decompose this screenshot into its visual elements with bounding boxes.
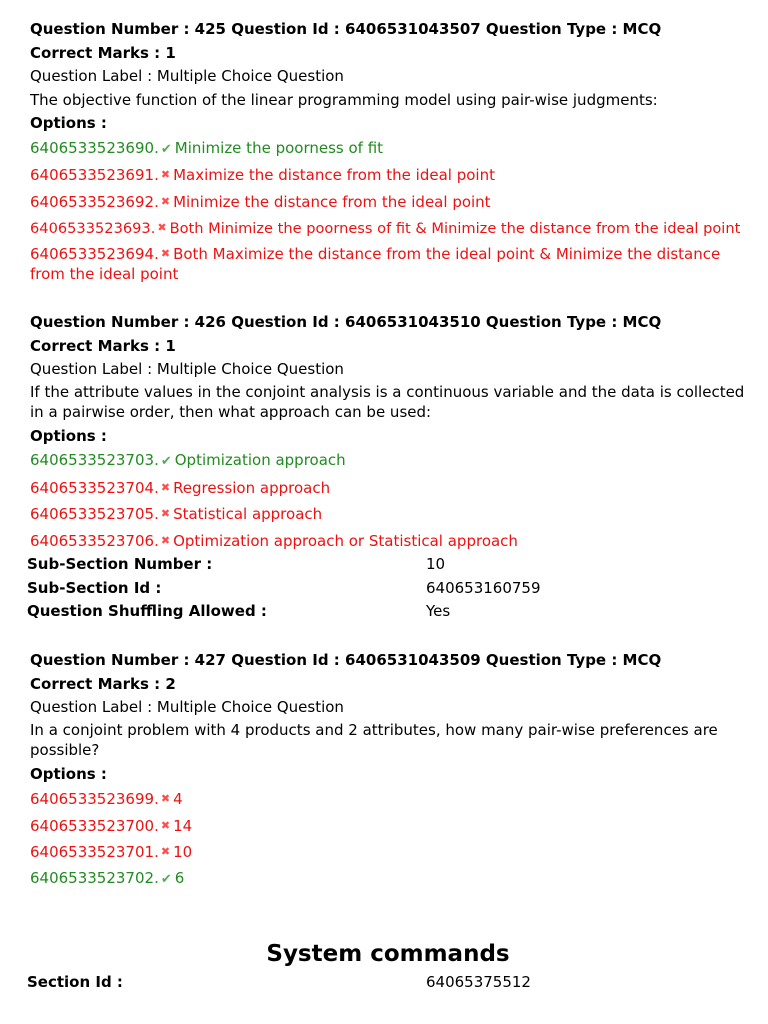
option-id: 6406533523706. [30, 531, 159, 550]
option-text: Regression approach [173, 478, 331, 497]
options-title: Options : [30, 764, 107, 783]
option-id: 6406533523704. [30, 478, 159, 497]
option-wrong [30, 475, 748, 502]
option-text: Optimization approach [174, 451, 346, 469]
field-value: Yes [426, 602, 451, 620]
option-wrong [30, 813, 748, 840]
subsection-id-row [27, 577, 747, 601]
check-icon: ✔ [160, 871, 172, 887]
correct-marks: Correct Marks : 1 [30, 43, 176, 62]
option-wrong [30, 215, 748, 242]
cross-icon: ✖ [160, 533, 171, 547]
option-correct [30, 866, 748, 893]
option-wrong [30, 162, 748, 189]
question-text: In a conjoint problem with 4 products and 2 attributes, how many pair-wise preferences are possible? [30, 720, 718, 759]
option-text: 6 [174, 868, 185, 887]
field-label: Sub-Section Number : [27, 555, 213, 573]
subsection-info [27, 553, 747, 624]
field-value: 640653160759 [426, 578, 541, 597]
section-info [27, 971, 747, 995]
section-id-row [27, 971, 747, 995]
option-wrong [30, 786, 748, 813]
question-header: Question Number : 426 Question Id : 6406531043510 Question Type : MCQ [30, 313, 662, 331]
option-text: Minimize the distance from the ideal point [173, 192, 491, 211]
question-label: Question Label : Multiple Choice Question [30, 67, 344, 85]
option-wrong [30, 839, 748, 866]
field-label: Sub-Section Id : [27, 578, 162, 597]
options-title: Options : [30, 426, 107, 445]
question-header: Question Number : 427 Question Id : 6406531043509 Question Type : MCQ [30, 651, 662, 669]
options-title: Options : [30, 114, 107, 132]
option-id: 6406533523694. [30, 244, 159, 263]
option-id: 6406533523705. [30, 505, 159, 523]
option-id: 6406533523700. [30, 816, 159, 835]
option-text: Both Maximize the distance from the ideal point & Minimize the distance from the ideal point [30, 244, 721, 283]
question-text: The objective function of the linear programming model using pair-wise judgments: [30, 90, 658, 109]
option-correct [30, 136, 748, 163]
cross-icon: ✖ [160, 792, 171, 805]
option-id: 6406533523702. [30, 868, 159, 887]
question-block-425 [30, 18, 748, 288]
option-id: 6406533523690. [30, 138, 159, 157]
option-correct [30, 448, 748, 475]
cross-icon: ✖ [160, 246, 171, 260]
option-text: Statistical approach [173, 505, 323, 523]
field-label: Question Shuffling Allowed : [27, 602, 267, 620]
cross-icon: ✖ [160, 194, 171, 208]
cross-icon: ✖ [160, 168, 171, 181]
cross-icon: ✖ [160, 845, 171, 858]
option-text: Optimization approach or Statistical approach [173, 531, 518, 550]
question-text: If the attribute values in the conjoint analysis is a continuous variable and the data is collected in a pairwise order, then what approach can be used: [30, 382, 745, 421]
option-wrong [30, 189, 748, 216]
option-id: 6406533523693. [30, 220, 156, 237]
correct-marks: Correct Marks : 2 [30, 674, 176, 693]
option-text: Minimize the poorness of fit [174, 138, 384, 157]
option-text: Maximize the distance from the ideal point [173, 166, 495, 184]
cross-icon: ✖ [157, 221, 167, 234]
option-id: 6406533523699. [30, 790, 159, 808]
option-text: 14 [173, 816, 193, 835]
field-value: 10 [426, 555, 446, 573]
option-wrong [30, 501, 748, 528]
option-text: Both Minimize the poorness of fit & Minimize the distance from the ideal point [169, 220, 741, 237]
question-block-427 [30, 649, 748, 892]
cross-icon: ✖ [160, 818, 171, 832]
question-label: Question Label : Multiple Choice Question [30, 360, 344, 378]
field-label: Section Id : [27, 973, 123, 991]
option-id: 6406533523701. [30, 843, 159, 861]
correct-marks: Correct Marks : 1 [30, 336, 176, 355]
question-shuffling-row [27, 600, 747, 624]
question-header: Question Number : 425 Question Id : 6406531043507 Question Type : MCQ [30, 20, 662, 38]
question-label: Question Label : Multiple Choice Question [30, 698, 344, 716]
question-block-426 [30, 311, 748, 554]
option-wrong [30, 242, 748, 288]
cross-icon: ✖ [160, 480, 171, 494]
option-id: 6406533523703. [30, 451, 159, 469]
cross-icon: ✖ [160, 507, 171, 520]
option-id: 6406533523691. [30, 166, 159, 184]
option-id: 6406533523692. [30, 192, 159, 211]
section-title: System commands [266, 941, 510, 967]
field-value: 64065375512 [426, 973, 531, 991]
option-wrong [30, 528, 748, 555]
check-icon: ✔ [160, 454, 172, 469]
option-text: 4 [173, 790, 183, 808]
option-text: 10 [173, 843, 193, 861]
check-icon: ✔ [160, 141, 172, 157]
subsection-number-row [27, 553, 747, 577]
